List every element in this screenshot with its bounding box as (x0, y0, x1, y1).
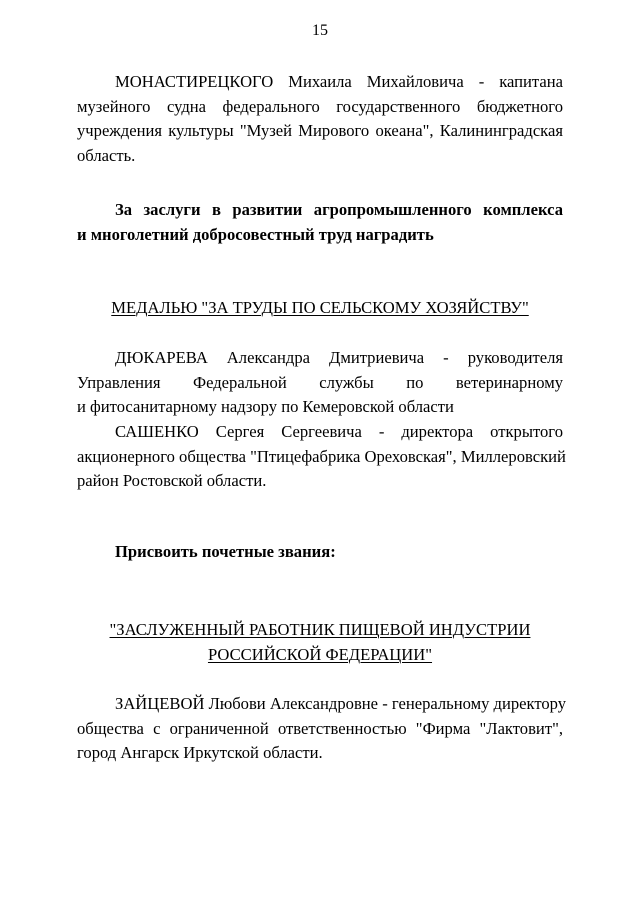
entry-line: учреждения культуры "Музей Мирового океана", Калининградская (77, 121, 563, 140)
award-entry-monastiretsky (77, 70, 563, 168)
entry-line: МОНАСТИРЕЦКОГО Михаила Михайловича - капитана (115, 72, 563, 91)
entry-line: Управления Федеральной службы по ветеринарному (77, 372, 563, 392)
entry-line: ДЮКАРЕВА Александра Дмитриевича - руководителя (115, 348, 563, 367)
entry-line: область. (77, 145, 136, 165)
entry-line: САШЕНКО Сергея Сергеевича - директора открытого (115, 422, 563, 441)
page-number: 15 (312, 22, 328, 39)
award-entry-dyukarev (77, 346, 563, 420)
entry-line: район Ростовской области. (77, 471, 267, 490)
entry-line: город Ангарск Иркутской области. (77, 743, 323, 762)
entry-line: ЗАЙЦЕВОЙ Любови Александровне - генеральному директору (115, 694, 567, 713)
heading-line: За заслуги в развитии агропромышленного комплекса (115, 200, 563, 219)
section-heading-titles (77, 540, 563, 565)
entry-line: музейного судна федерального государственного бюджетного (77, 96, 563, 116)
section-heading-agro (77, 198, 563, 247)
heading-line: Присвоить почетные звания: (115, 542, 336, 561)
award-entry-sashenko (77, 420, 566, 494)
title-line: "ЗАСЛУЖЕННЫЙ РАБОТНИК ПИЩЕВОЙ ИНДУСТРИИ (109, 620, 531, 639)
title-line: РОССИЙСКОЙ ФЕДЕРАЦИИ" (207, 644, 433, 664)
entry-line: общества с ограниченной ответственностью "Фирма "Лактовит", (77, 718, 563, 738)
entry-line: и фитосанитарному надзору по Кемеровской области (77, 397, 454, 416)
honorary-title-food-industry (77, 618, 563, 667)
award-entry-zaytseva (77, 692, 567, 766)
entry-line: акционерного общества "Птицефабрика Ореховская", Миллеровский (77, 446, 566, 466)
heading-line: и многолетний добросовестный труд наградить (77, 224, 434, 244)
award-title-medal (77, 296, 563, 321)
award-title-line: МЕДАЛЬЮ "ЗА ТРУДЫ ПО СЕЛЬСКОМУ ХОЗЯЙСТВУ" (111, 298, 529, 317)
